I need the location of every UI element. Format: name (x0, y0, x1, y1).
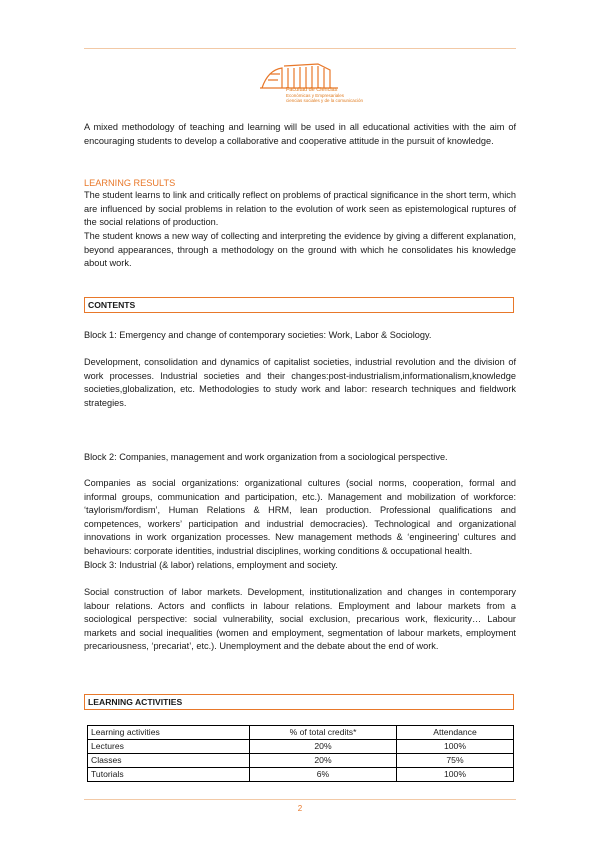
block3-text: Social construction of labor markets. Development, institutionalization and changes in contemporary labour relations. Actors and conflicts in labour relations. Employment and labour markets from a sociological perspective: social vulnerability, social exclusion, precarious work, flexicurity… Labour markets and social inequalities (women and employment, segmentation of labour markets, employment precariousness, ‘precariat’, etc.). Unemployment and the debate about the end of work. (84, 587, 516, 651)
logo-line: ciencias sociales y de la comunicación (286, 98, 364, 103)
table-row (88, 768, 514, 782)
table-cell: 6% (250, 768, 397, 782)
logo-line: Económicas y Empresariales (286, 93, 345, 98)
block1-title: Block 1: Emergency and change of contemporary societies: Work, Labor & Sociology. (84, 330, 432, 340)
logo-text (286, 88, 363, 103)
contents-heading: CONTENTS (88, 300, 136, 310)
table-cell: 100% (397, 768, 514, 782)
block1-text: Development, consolidation and dynamics of capitalist societies, industrial revolution and the division of work processes. Industrial societies and their changes:post-industrialism,informationalism,knowledge societies,globalization, etc. Methodologies to study work and labor: research techniques and fieldwork strategies. (84, 357, 516, 408)
learning-results-paragraph-1: The student learns to link and critically reflect on problems of practical significance in the short term, which are influenced by social problems in relation to the evolution of work seen as epistemological ruptures of the social relations of production. (84, 190, 516, 227)
table-row (88, 754, 514, 768)
learning-results-heading: LEARNING RESULTS (84, 178, 176, 188)
table-cell: Classes (88, 754, 250, 768)
table-cell: 20% (250, 754, 397, 768)
block3-title: Block 3: Industrial (& labor) relations, employment and society. (84, 560, 338, 570)
block2-title: Block 2: Companies, management and work organization from a sociological perspective. (84, 452, 448, 462)
intro-paragraph: A mixed methodology of teaching and learning will be used in all educational activities with the aim of encouraging students to develop a collaborative and cooperative attitude in the pursuit of knowledge. (84, 122, 516, 146)
header-cell: Learning activities (88, 726, 250, 740)
page-number: 2 (297, 804, 303, 813)
learning-activities-table (87, 725, 514, 782)
table-row (88, 740, 514, 754)
table-cell: 100% (397, 740, 514, 754)
header-cell: % of total credits* (250, 726, 397, 740)
table-cell: 75% (397, 754, 514, 768)
faculty-logo (258, 58, 364, 110)
table-cell: Tutorials (88, 768, 250, 782)
learning-activities-heading: LEARNING ACTIVITIES (88, 697, 183, 707)
logo-line: Facultad de Ciencias (286, 87, 338, 93)
learning-activities-section-header (84, 694, 514, 710)
block2-text: Companies as social organizations: organizational cultures (social norms, cooperation, formal and informal groups, communication and participation, etc.). Management and mobilization of workforce: ‘taylorism/fordism’, Human Relations & HRM, lean production. Professional qualifications and competences, workers’ participation and industrial democracies). Technological and organizational innovations in work organization processes. New management methods & ‘engineering’ cultures and behaviours: corporate identities, industrial disciplines, working conditions & occupational health. (84, 478, 516, 556)
table-cell: Lectures (88, 740, 250, 754)
header-rule (84, 48, 516, 49)
header-cell: Attendance (397, 726, 514, 740)
contents-section-header (84, 297, 514, 313)
learning-results-paragraph-2: The student knows a new way of collecting and interpreting the evidence by giving a different explanation, beyond appearances, through a methodology on the ground with which he consolidates his knowledge about work. (84, 231, 516, 268)
table-cell: 20% (250, 740, 397, 754)
table-header-row (88, 726, 514, 740)
footer-rule (84, 799, 516, 800)
